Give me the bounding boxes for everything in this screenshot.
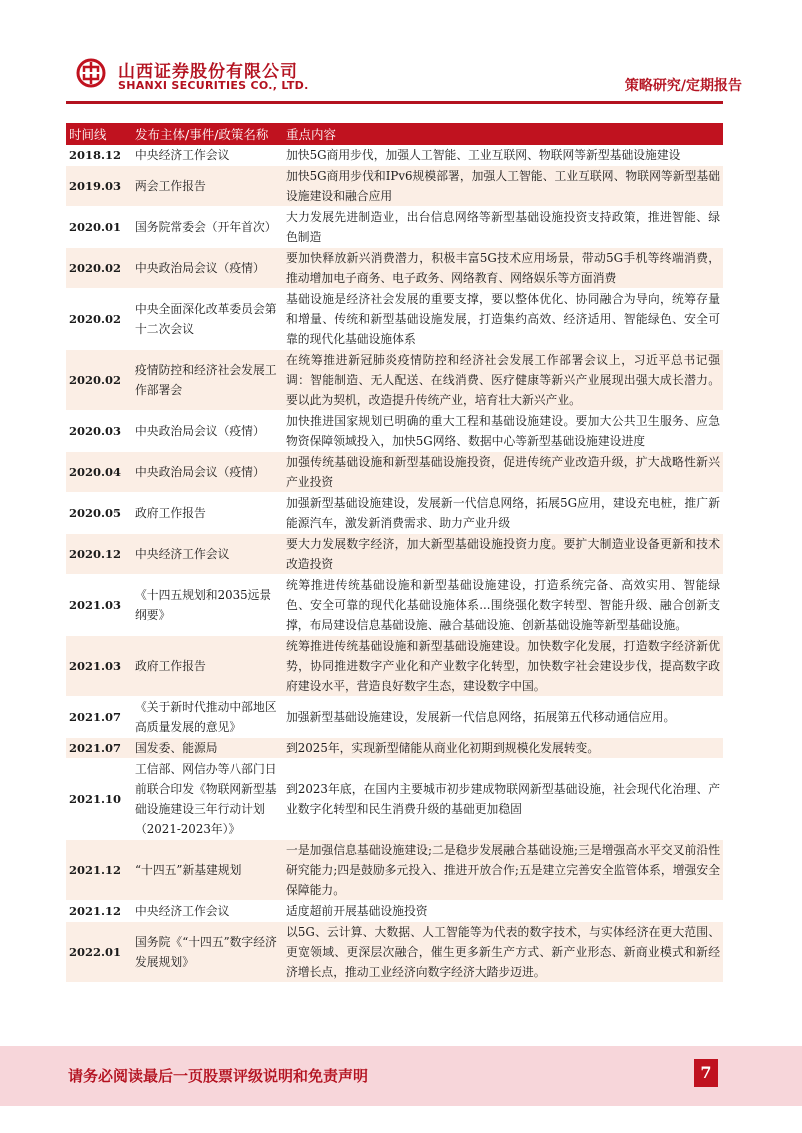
company-logo-icon <box>76 58 106 88</box>
table-row <box>66 248 723 289</box>
row-publisher: 工信部、网信办等八部门日前联合印发《物联网新型基础设施建设三年行动计划（2021-2023年）》 <box>132 759 283 840</box>
row-content: 适度超前开展基础设施投资 <box>283 901 723 922</box>
row-publisher: 疫情防控和经济社会发展工作部署会 <box>132 350 283 411</box>
page-number: 7 <box>694 1059 718 1087</box>
row-date: 2021.07 <box>66 738 132 759</box>
row-content: 以5G、云计算、大数据、人工智能等为代表的数字技术，与实体经济在更大范围、更宽领域、更深层次融合，催生更多新生产方式、新产业形态、新商业模式和新经济增长点，推动工业经济向数字经济大踏步迈进。 <box>283 922 723 983</box>
row-content: 统筹推进传统基础设施和新型基础设施建设。加快数字化发展，打造数字经济新优势，协同推进数字产业化和产业数字化转型，加快数字社会建设步伐，提高数字政府建设水平，营造良好数字生态，建设数字中国。 <box>283 636 723 697</box>
row-content: 加快5G商用步伐和IPv6规模部署，加强人工智能、工业互联网、物联网等新型基础设施建设和融合应用 <box>283 166 723 207</box>
row-content: 加强新型基础设施建设，发展新一代信息网络，拓展5G应用，建设充电桩，推广新能源汽车，激发新消费需求、助力产业升级 <box>283 493 723 534</box>
row-content: 要大力发展数字经济，加大新型基础设施投资力度。要扩大制造业设备更新和技术改造投资 <box>283 534 723 575</box>
row-date: 2021.03 <box>66 575 132 636</box>
row-content: 统筹推进传统基础设施和新型基础设施建设，打造系统完备、高效实用、智能绿色、安全可靠的现代化基础设施体系...围绕强化数字转型、智能升级、融合创新支撑，布局建设信息基础设施、融合基础设施、创新基础设施等新型基础设施。 <box>283 575 723 636</box>
row-date: 2020.01 <box>66 207 132 248</box>
table-row <box>66 452 723 493</box>
table-row <box>66 901 723 922</box>
row-publisher: 国务院《“十四五”数字经济发展规划》 <box>132 922 283 983</box>
row-content: 在统筹推进新冠肺炎疫情防控和经济社会发展工作部署会议上，习近平总书记强调：智能制造、无人配送、在线消费、医疗健康等新兴产业展现出强大成长潜力。要以此为契机，改造提升传统产业，培育壮大新兴产业。 <box>283 350 723 411</box>
row-publisher: 国务院常委会（开年首次） <box>132 207 283 248</box>
row-date: 2020.04 <box>66 452 132 493</box>
page-header <box>0 0 802 112</box>
table-row <box>66 145 723 166</box>
row-publisher: 《关于新时代推动中部地区高质量发展的意见》 <box>132 697 283 738</box>
row-publisher: 中央经济工作会议 <box>132 145 283 166</box>
row-content: 基础设施是经济社会发展的重要支撑，要以整体优化、协同融合为导向，统筹存量和增量、传统和新型基础设施发展，打造集约高效、经济适用、智能绿色、安全可靠的现代化基础设施体系 <box>283 289 723 350</box>
table-row <box>66 636 723 697</box>
row-content: 要加快释放新兴消费潜力，积极丰富5G技术应用场景，带动5G手机等终端消费，推动增加电子商务、电子政务、网络教育、网络娱乐等方面消费 <box>283 248 723 289</box>
row-publisher: 中央政治局会议（疫情） <box>132 452 283 493</box>
policy-timeline-table <box>66 123 723 983</box>
row-publisher: 政府工作报告 <box>132 636 283 697</box>
row-date: 2019.03 <box>66 166 132 207</box>
report-type: 策略研究/定期报告 <box>624 78 742 94</box>
row-publisher: 中央政治局会议（疫情） <box>132 248 283 289</box>
table-row <box>66 289 723 350</box>
row-publisher: 政府工作报告 <box>132 493 283 534</box>
row-content: 到2023年底，在国内主要城市初步建成物联网新型基础设施，社会现代化治理、产业数字化转型和民生消费升级的基础更加稳固 <box>283 759 723 840</box>
table-row <box>66 411 723 452</box>
row-publisher: 《十四五规划和2035远景纲要》 <box>132 575 283 636</box>
table-row <box>66 534 723 575</box>
column-header-publisher: 发布主体/事件/政策名称 <box>132 123 283 145</box>
table-row <box>66 738 723 759</box>
table-row <box>66 166 723 207</box>
column-header-content: 重点内容 <box>283 123 723 145</box>
row-date: 2021.03 <box>66 636 132 697</box>
row-publisher: 中央政治局会议（疫情） <box>132 411 283 452</box>
table-row <box>66 350 723 411</box>
row-content: 加快5G商用步伐，加强人工智能、工业互联网、物联网等新型基础设施建设 <box>283 145 723 166</box>
row-content: 加强传统基础设施和新型基础设施投资，促进传统产业改造升级，扩大战略性新兴产业投资 <box>283 452 723 493</box>
row-date: 2021.10 <box>66 759 132 840</box>
company-name-en: SHANXI SECURITIES CO., LTD. <box>118 79 309 92</box>
row-date: 2021.07 <box>66 697 132 738</box>
table-row <box>66 840 723 901</box>
row-date: 2021.12 <box>66 840 132 901</box>
column-header-timeline: 时间线 <box>66 123 132 145</box>
table-row <box>66 575 723 636</box>
row-date: 2020.02 <box>66 350 132 411</box>
row-date: 2022.01 <box>66 922 132 983</box>
row-date: 2021.12 <box>66 901 132 922</box>
row-publisher: 中央全面深化改革委员会第十二次会议 <box>132 289 283 350</box>
row-date: 2020.03 <box>66 411 132 452</box>
company-name-cn: 山西证券股份有限公司 <box>118 62 298 82</box>
table-row <box>66 207 723 248</box>
row-date: 2020.02 <box>66 289 132 350</box>
table-row <box>66 922 723 983</box>
table-row <box>66 759 723 840</box>
row-publisher: “十四五”新基建规划 <box>132 840 283 901</box>
row-publisher: 两会工作报告 <box>132 166 283 207</box>
row-content: 加快推进国家规划已明确的重大工程和基础设施建设。要加大公共卫生服务、应急物资保障领域投入，加快5G网络、数据中心等新型基础设施建设进度 <box>283 411 723 452</box>
row-content: 大力发展先进制造业，出台信息网络等新型基础设施投资支持政策，推进智能、绿色制造 <box>283 207 723 248</box>
row-content: 一是加强信息基础设施建设;二是稳步发展融合基础设施;三是增强高水平交叉前沿性研究能力;四是鼓励多元投入、推进开放合作;五是建立完善安全监管体系，增强安全保障能力。 <box>283 840 723 901</box>
row-date: 2020.02 <box>66 248 132 289</box>
header-divider <box>66 101 723 104</box>
row-content: 加强新型基础设施建设，发展新一代信息网络，拓展第五代移动通信应用。 <box>283 697 723 738</box>
row-publisher: 中央经济工作会议 <box>132 901 283 922</box>
disclaimer-text: 请务必阅读最后一页股票评级说明和免责声明 <box>68 1067 369 1085</box>
row-content: 到2025年，实现新型储能从商业化初期到规模化发展转变。 <box>283 738 723 759</box>
row-publisher: 中央经济工作会议 <box>132 534 283 575</box>
row-publisher: 国发委、能源局 <box>132 738 283 759</box>
row-date: 2020.12 <box>66 534 132 575</box>
table-row <box>66 493 723 534</box>
table-header-row <box>66 123 723 145</box>
row-date: 2020.05 <box>66 493 132 534</box>
row-date: 2018.12 <box>66 145 132 166</box>
table-row <box>66 697 723 738</box>
